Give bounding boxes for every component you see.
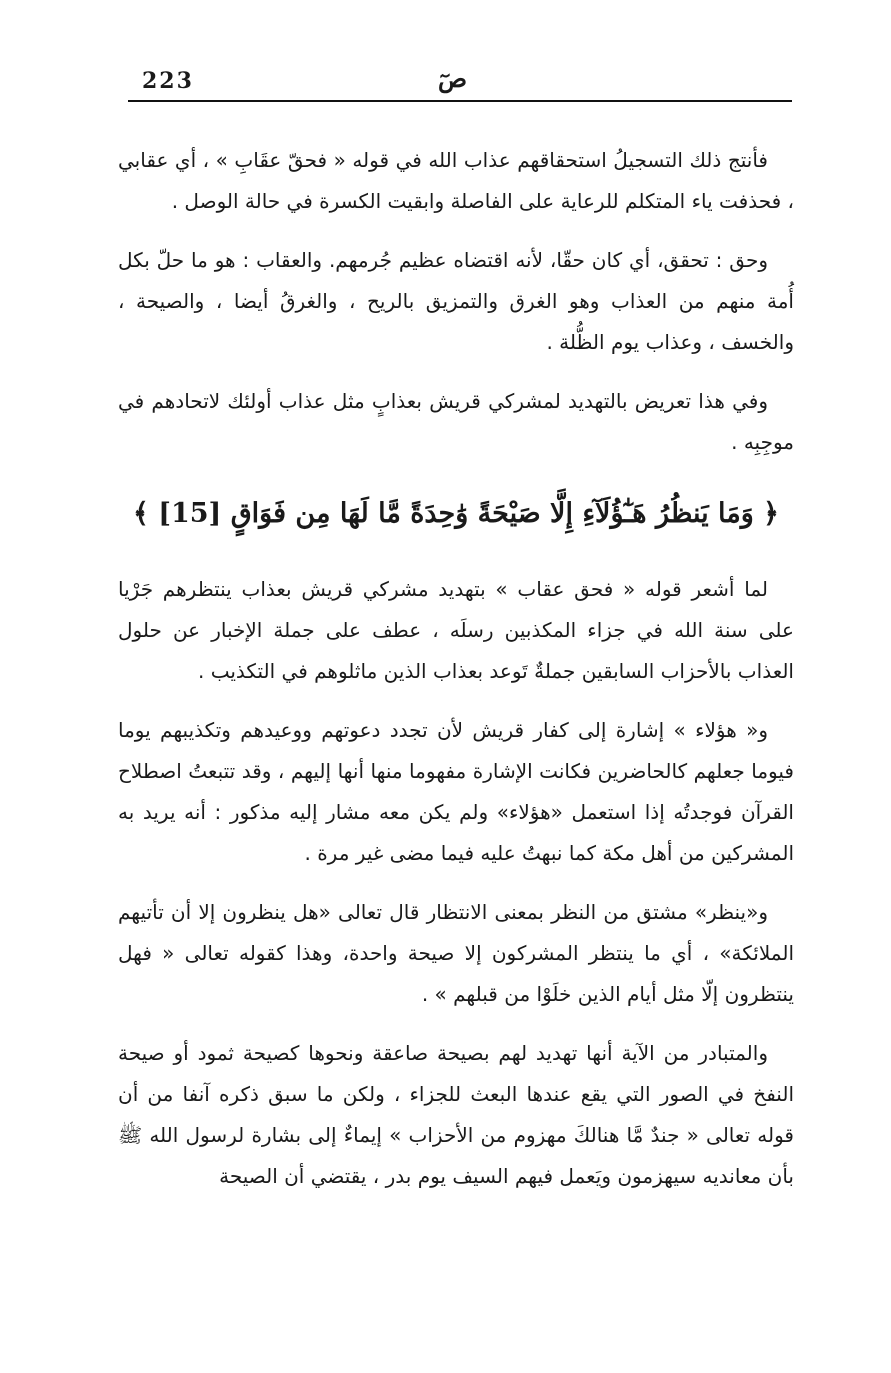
paragraph-6: و«ينظر» مشتق من النظر بمعنى الانتظار قال تعالى «هل ينظرون إلا أن تأتيهم الملائكة» ، أي ما ينتظر المشركون إلا صيحة واحدة، وهذا كقوله تعالى « فهل ينتظرون إلّا مثل أيام الذين خلَوْا من قبلهم » . [118, 900, 794, 1006]
page-body [118, 140, 794, 1215]
quran-verse: ﴿ وَمَا يَنظُرُ هَـٰٓؤُلَآءِ إِلَّا صَيْحَةً وَٰحِدَةً مَّا لَهَا مِن فَوَاقٍ [15] ﴾ [132, 498, 780, 529]
surah-label: صٓ [438, 64, 468, 93]
header-divider [128, 100, 792, 102]
paragraph-1: فأنتج ذلك التسجيلُ استحقاقهم عذاب الله في قوله « فحقّ عقَابِ » ، أي عقابي ، فحذفت ياء المتكلم للرعاية على الفاصلة وابقيت الكسرة في حالة الوصل . [118, 148, 794, 213]
paragraph-7: والمتبادر من الآية أنها تهديد لهم بصيحة صاعقة ونحوها كصيحة ثمود أو صيحة النفخ في الصور التي يقع عندها البعث للجزاء ، ولكن ما سبق ذكره آنفا من أن قوله تعالى « جندٌ مَّا هنالكَ مهزوم من الأحزاب » إيماءٌ إلى بشارة لرسول الله ﷺ بأن معانديه سيهزمون ويَعمل فيهم السيف يوم بدر ، يقتضي أن الصيحة [118, 1041, 794, 1188]
paragraph-4: لما أشعر قوله « فحق عقاب » بتهديد مشركي قريش بعذاب ينتظرهم جَرْيا على سنة الله في جزاء المكذبين رسلَه ، عطف على جملة الإخبار عن حلول العذاب بالأحزاب السابقين جملةٌ تَوعد بعذاب الذين ماثلوهم في التكذيب . [118, 577, 794, 683]
page-number: 223 [142, 68, 194, 94]
paragraph-2: وحق : تحقق، أي كان حقّا، لأنه اقتضاه عظيم جُرمهم. والعقاب : هو ما حلّ بكل أُمة منهم من العذاب وهو الغرق والتمزيق بالريح ، والغرقُ أيضا ، والصيحة ، والخسف ، وعذاب يوم الظُّلة . [118, 248, 794, 354]
page-header [128, 62, 792, 102]
paragraph-3: وفي هذا تعريض بالتهديد لمشركي قريش بعذابٍ مثل عذاب أولئك لاتحادهم في موجِبِه . [118, 389, 794, 454]
paragraph-5: و« هؤلاء » إشارة إلى كفار قريش لأن تجدد دعوتهم ووعيدهم وتكذيبهم يوما فيوما جعلهم كالحاضرين فكانت الإشارة مفهوما منها أنها إليهم ، وقد تتبعتُ اصطلاح القرآن فوجدتُه إذا استعمل «هؤلاء» ولم يكن معه مشار إليه مذكور : أنه يريد به المشركين من أهل مكة كما نبهتُ عليه فيما مضى غير مرة . [118, 718, 794, 865]
